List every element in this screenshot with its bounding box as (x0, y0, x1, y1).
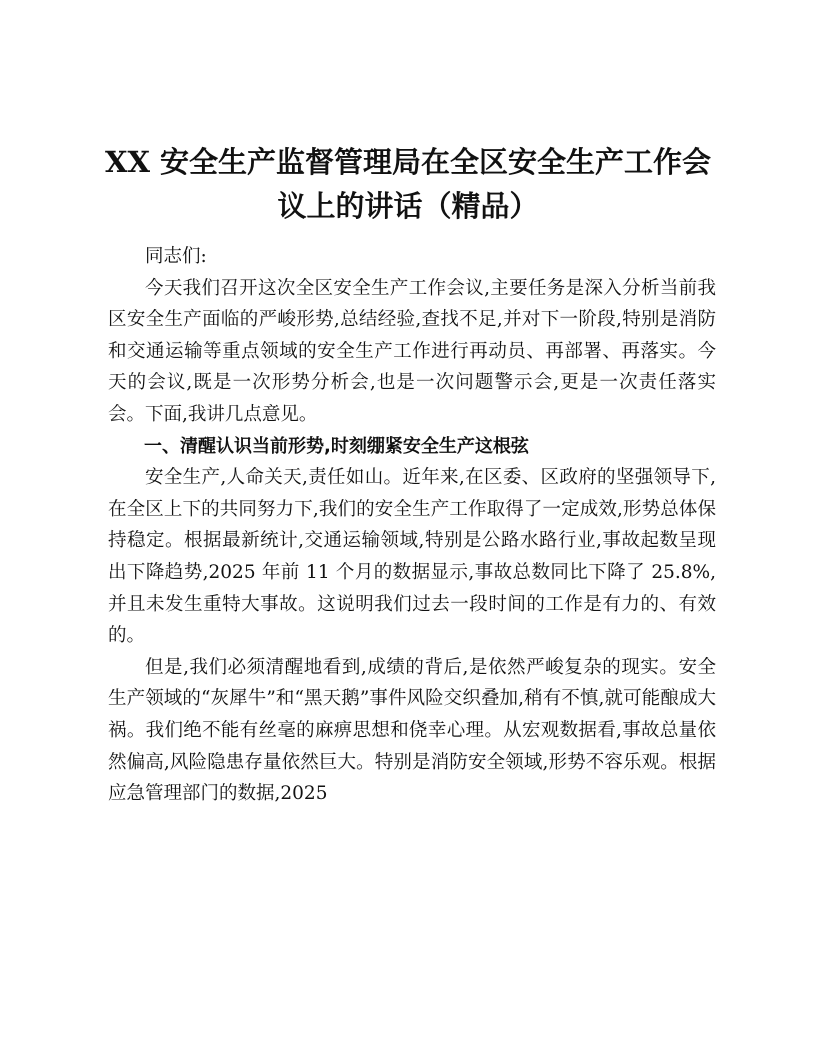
body-paragraph: 安全生产,人命关天,责任如山。近年来,在区委、区政府的坚强领导下,在全区上下的共同努力下,我们的安全生产工作取得了一定成效,形势总体保持稳定。根据最新统计,交通运输领域,特别是公路水路行业,事故起数呈现出下降趋势,2025 年前 11 个月的数据显示,事故总数同比下降了 25.8%,并且未发生重特大事故。这说明我们过去一段时间的工作是有力的、有效的。 (108, 467, 716, 647)
document-title: XX 安全生产监督管理局在全区安全生产工作会议上的讲话（精品） (104, 145, 712, 223)
salutation: 同志们: (145, 246, 207, 267)
section-heading: 一、清醒认识当前形势,时刻绷紧安全生产这根弦 (144, 435, 529, 457)
document-body (108, 241, 716, 810)
intro-paragraph: 今天我们召开这次全区安全生产工作会议,主要任务是深入分析当前我区安全生产面临的严峻形势,总结经验,查找不足,并对下一阶段,特别是消防和交通运输等重点领域的安全生产工作进行再动员、再部署、再落实。今天的会议,既是一次形势分析会,也是一次问题警示会,更是一次责任落实会。下面,我讲几点意见。 (108, 277, 716, 425)
body-paragraph: 但是,我们必须清醒地看到,成绩的背后,是依然严峻复杂的现实。安全生产领域的“灰犀牛”和“黑天鹅”事件风险交织叠加,稍有不慎,就可能酿成大祸。我们绝不能有丝毫的麻痹思想和侥幸心理。从宏观数据看,事故总量依然偏高,风险隐患存量依然巨大。特别是消防安全领域,形势不容乐观。根据应急管理部门的数据,2025 (108, 656, 716, 805)
